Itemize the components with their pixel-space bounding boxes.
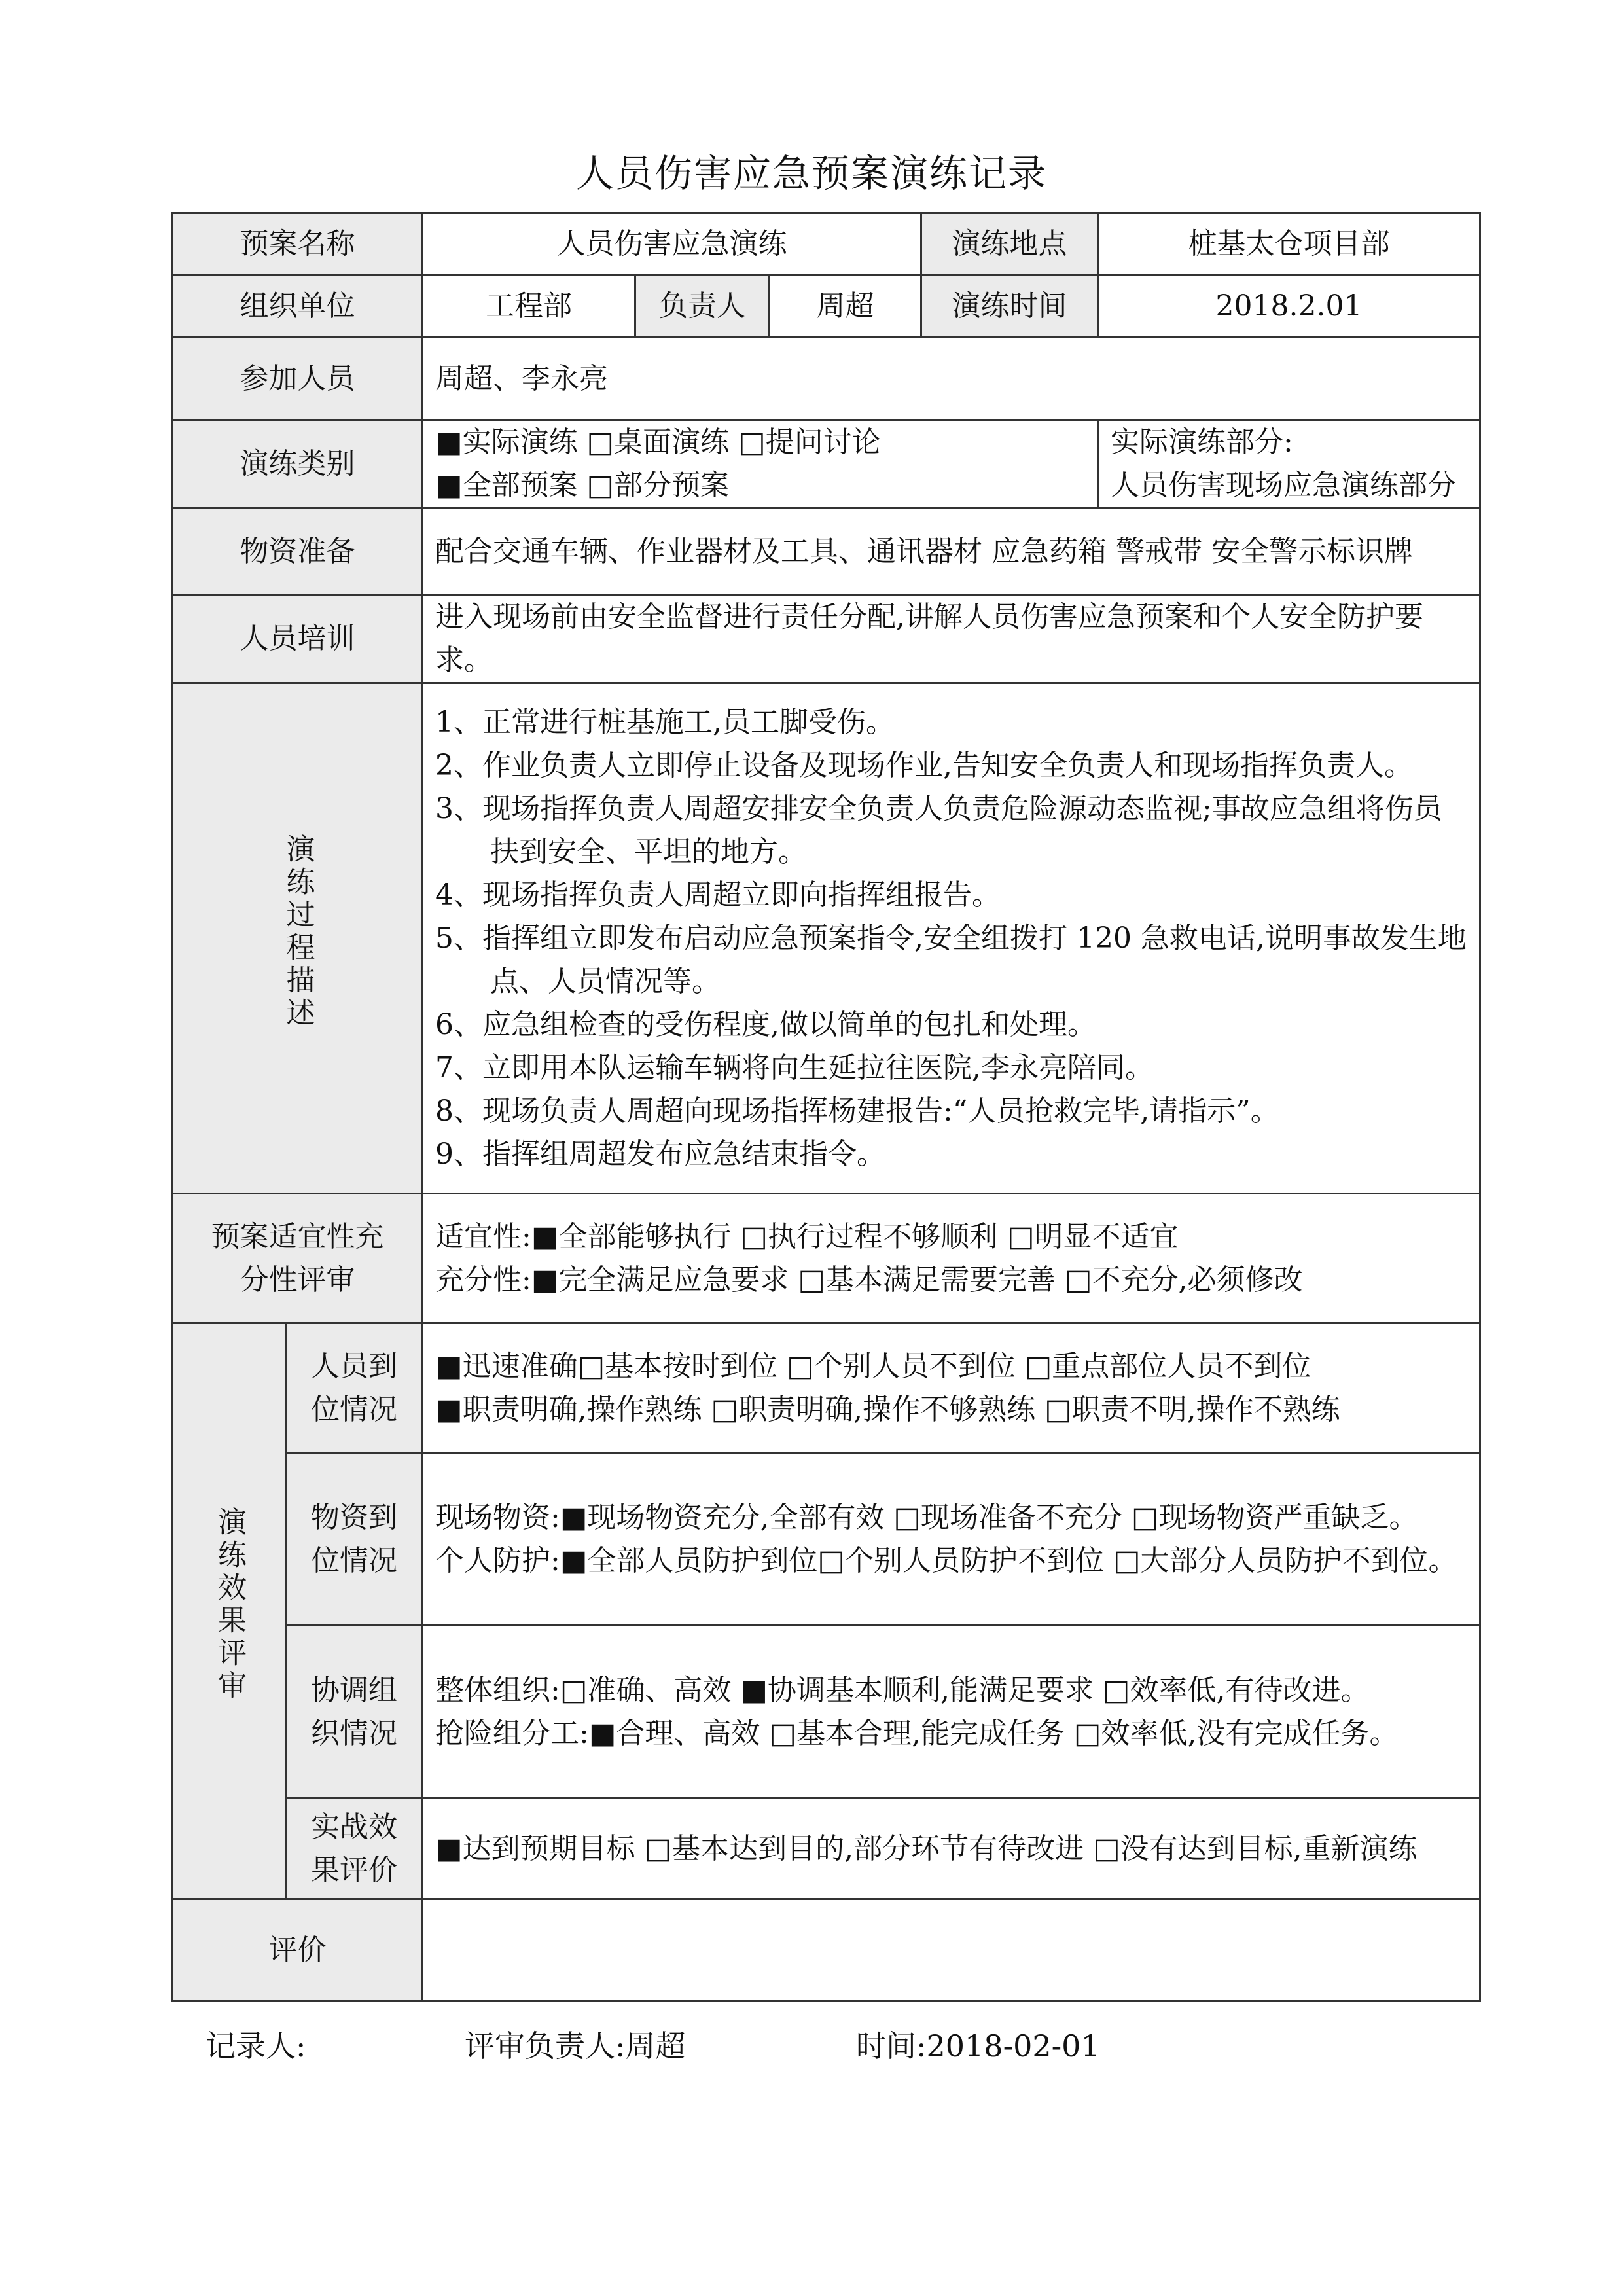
materials-arrival-value <box>423 1453 1480 1626</box>
row-materials <box>173 509 1480 595</box>
effect-label: 演练效果评审 <box>213 1507 246 1703</box>
personnel-line1: ■迅速准确□基本按时到位 □个别人员不到位 □重点部位人员不到位 <box>435 1349 1311 1383</box>
materials-arrival-line1: 现场物资:■现场物资充分,全部有效 □现场准备不充分 □现场物资严重缺乏。 <box>435 1500 1418 1534</box>
materials-arrival-line2: 个人防护:■全部人员防护到位□个别人员防护不到位 □大部分人员防护不到位。 <box>435 1543 1457 1577</box>
row-suitability <box>173 1194 1480 1323</box>
row-training <box>173 595 1480 683</box>
row-evaluation <box>173 1899 1480 2001</box>
personnel-line2: ■职责明确,操作熟练 □职责明确,操作不够熟练 □职责不明,操作不熟练 <box>435 1392 1340 1426</box>
coord-line1: 整体组织:□准确、高效 ■协调基本顺利,能满足要求 □效率低,有待改进。 <box>435 1673 1370 1707</box>
coord-label-line1: 协调组 <box>311 1673 397 1707</box>
combat-label-line1: 实战效 <box>311 1810 397 1844</box>
location-value: 桩基太仓项目部 <box>1098 213 1480 275</box>
evaluation-label: 评价 <box>173 1899 423 2001</box>
time-label: 演练时间 <box>921 275 1098 338</box>
location-label: 演练地点 <box>921 213 1098 275</box>
participants-value: 周超、李永亮 <box>423 338 1480 420</box>
combat-value <box>423 1799 1480 1899</box>
recorder-label: 记录人: <box>205 2028 306 2064</box>
effect-label-cell <box>173 1323 286 1899</box>
personnel-label-line2: 位情况 <box>311 1392 397 1426</box>
personnel-value <box>423 1323 1480 1453</box>
row-participants <box>173 338 1480 420</box>
process-step: 2、作业负责人立即停止设备及现场作业,告知安全负责人和现场指挥负责人。 <box>435 748 1413 782</box>
plan-name-value: 人员伤害应急演练 <box>423 213 921 275</box>
drill-part-line1: 实际演练部分: <box>1111 425 1293 459</box>
drill-type-label: 演练类别 <box>173 420 423 509</box>
footer <box>0 2022 1623 2075</box>
training-value: 进入现场前由安全监督进行责任分配,讲解人员伤害应急预案和个人安全防护要求。 <box>423 595 1480 683</box>
drill-type-line1: ■实际演练 □桌面演练 □提问讨论 <box>435 425 881 459</box>
coordination-value <box>423 1626 1480 1799</box>
materials-value: 配合交通车辆、作业器材及工具、通讯器材 应急药箱 警戒带 安全警示标识牌 <box>423 509 1480 595</box>
org-label: 组织单位 <box>173 275 423 338</box>
drill-part <box>1098 420 1480 509</box>
combat-label <box>286 1799 423 1899</box>
personnel-label <box>286 1323 423 1453</box>
evaluation-value[interactable] <box>423 1899 1480 2001</box>
row-effect-coordination <box>173 1626 1480 1799</box>
materials-label-line2: 位情况 <box>311 1543 397 1577</box>
time-value: 2018.2.01 <box>1098 275 1480 338</box>
process-step: 9、指挥组周超发布应急结束指令。 <box>435 1137 885 1171</box>
process-step: 1、正常进行桩基施工,员工脚受伤。 <box>435 705 895 739</box>
process-step: 3、现场指挥负责人周超安排安全负责人负责危险源动态监视;事故应急组将伤员扶到安全、平坦的地方。 <box>435 791 1442 869</box>
process-label: 演练过程描述 <box>281 834 315 1030</box>
suitability-value <box>423 1194 1480 1323</box>
combat-line1: ■达到预期目标 □基本达到目的,部分环节有待改进 □没有达到目标,重新演练 <box>435 1831 1418 1865</box>
record-time: 时间:2018-02-01 <box>856 2028 1100 2064</box>
coordination-label <box>286 1626 423 1799</box>
process-label-cell <box>173 683 423 1194</box>
process-step: 7、立即用本队运输车辆将向生延拉往医院,李永亮陪同。 <box>435 1050 1154 1085</box>
reviewer-label: 评审负责人:周超 <box>465 2028 686 2064</box>
materials-label: 物资准备 <box>173 509 423 595</box>
org-value: 工程部 <box>423 275 635 338</box>
drill-type-options <box>423 420 1098 509</box>
training-label: 人员培训 <box>173 595 423 683</box>
suitability-line1: 适宜性:■全部能够执行 □执行过程不够顺利 □明显不适宜 <box>435 1219 1179 1253</box>
personnel-label-line1: 人员到 <box>311 1349 397 1383</box>
row-effect-personnel <box>173 1323 1480 1453</box>
suitability-label-line2: 分性评审 <box>240 1263 355 1297</box>
suitability-line2: 充分性:■完全满足应急要求 □基本满足需要完善 □不充分,必须修改 <box>435 1263 1303 1297</box>
process-step: 4、现场指挥负责人周超立即向指挥组报告。 <box>435 878 1001 912</box>
process-steps <box>423 683 1480 1194</box>
row-process <box>173 683 1480 1194</box>
row-plan-name <box>173 213 1480 275</box>
drill-type-line2: ■全部预案 □部分预案 <box>435 469 730 502</box>
row-effect-combat <box>173 1799 1480 1899</box>
leader-label: 负责人 <box>635 275 770 338</box>
process-step: 8、现场负责人周超向现场指挥杨建报告:“人员抢救完毕,请指示”。 <box>435 1094 1279 1128</box>
row-drill-type <box>173 420 1480 509</box>
row-organization <box>173 275 1480 338</box>
process-step: 6、应急组检查的受伤程度,做以简单的包扎和处理。 <box>435 1007 1096 1041</box>
coord-line2: 抢险组分工:■合理、高效 □基本合理,能完成任务 □效率低,没有完成任务。 <box>435 1716 1399 1750</box>
combat-label-line2: 果评价 <box>311 1853 397 1887</box>
coord-label-line2: 织情况 <box>311 1716 397 1750</box>
drill-record-table <box>171 212 1481 2002</box>
suitability-label-line1: 预案适宜性充 <box>211 1219 384 1253</box>
participants-label: 参加人员 <box>173 338 423 420</box>
leader-value: 周超 <box>770 275 921 338</box>
plan-name-label: 预案名称 <box>173 213 423 275</box>
row-effect-materials <box>173 1453 1480 1626</box>
materials-label-line1: 物资到 <box>311 1500 397 1534</box>
document-title: 人员伤害应急预案演练记录 <box>575 151 1047 196</box>
drill-part-line2: 人员伤害现场应急演练部分 <box>1111 469 1457 502</box>
suitability-label <box>173 1194 423 1323</box>
materials-arrival-label <box>286 1453 423 1626</box>
process-step: 5、指挥组立即发布启动应急预案指令,安全组拨打 120 急救电话,说明事故发生地点、人员情况等。 <box>435 921 1467 998</box>
